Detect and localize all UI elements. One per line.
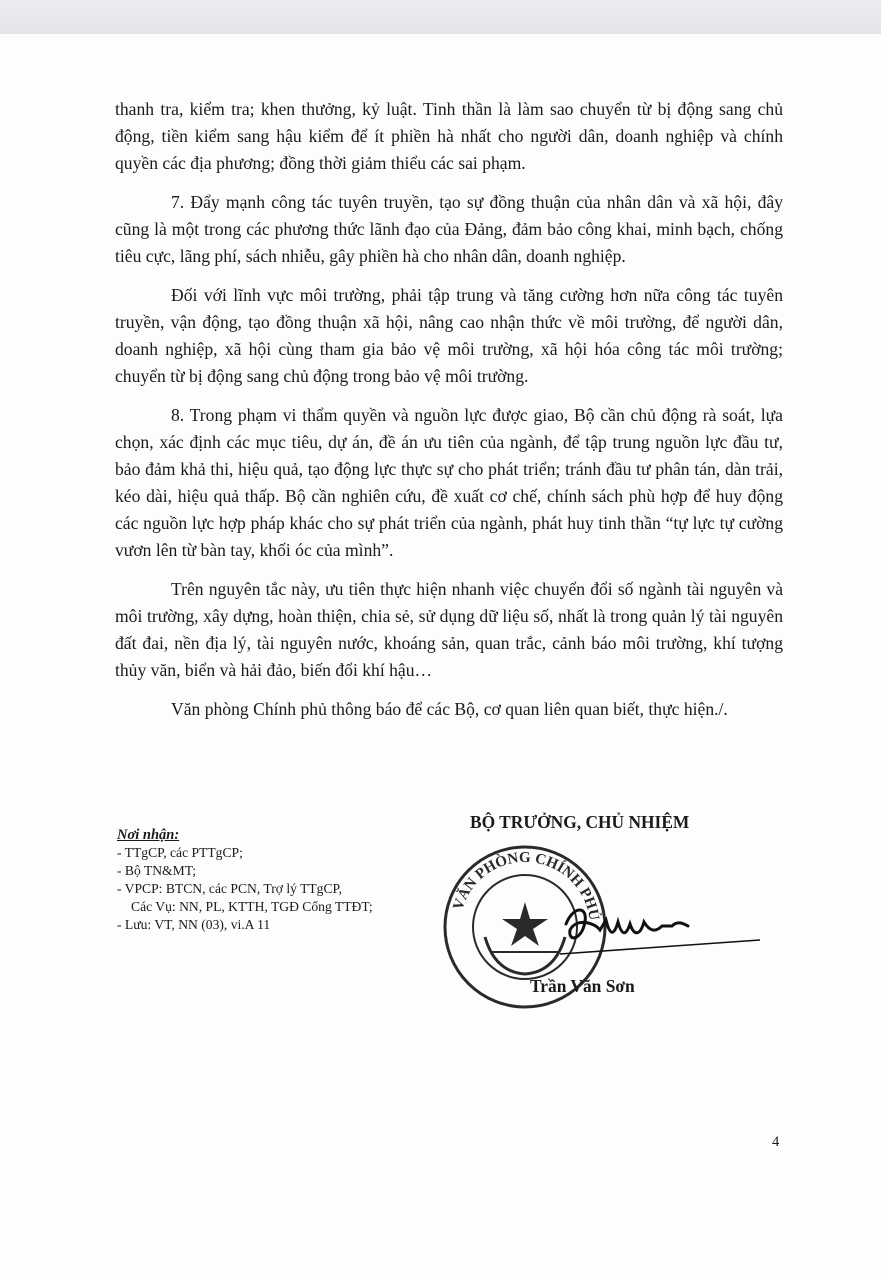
paragraph-item-7: 7. Đẩy mạnh công tác tuyên truyền, tạo sự đồng thuận của nhân dân và xã hội, đây cũng là một trong các phương thức lãnh đạo của Đảng, đảm bảo công khai, minh bạch, chống tiêu cực, lãng phí, sách nhiễu, gây phiền hà cho nhân dân, doanh nghiệp. <box>115 192 783 266</box>
recipients-title: Nơi nhận: <box>117 827 180 843</box>
handwritten-signature <box>560 896 760 956</box>
paragraph-digital-transformation: Trên nguyên tắc này, ưu tiên thực hiện nhanh việc chuyển đổi số ngành tài nguyên và môi trường, xây dựng, hoàn thiện, chia sẻ, sử dụng dữ liệu số, nhất là trong quản lý tài nguyên đất đai, nền địa lý, tài nguyên nước, khoáng sản, quan trắc, cảnh báo môi trường, khí tượng thủy văn, biển và hải đảo, biến đổi khí hậu… <box>115 579 783 680</box>
recipient-item: Các Vụ: NN, PL, KTTH, TGĐ Cổng TTĐT; <box>131 899 373 914</box>
paragraph-continuation: thanh tra, kiểm tra; khen thưởng, kỷ luật. Tinh thần là làm sao chuyển từ bị động sang chủ động, tiền kiểm sang hậu kiểm để ít phiền hà nhất cho người dân, doanh nghiệp và chính quyền các địa phương; đồng thời giảm thiểu các sai phạm. <box>115 99 783 173</box>
recipient-item: - VPCP: BTCN, các PCN, Trợ lý TTgCP, <box>117 881 342 896</box>
recipient-item: - TTgCP, các PTTgCP; <box>117 845 243 860</box>
viewer-top-bar <box>0 0 881 34</box>
body-text <box>115 96 783 735</box>
recipient-item: - Bộ TN&MT; <box>117 863 197 878</box>
paragraph-item-8: 8. Trong phạm vi thẩm quyền và nguồn lực được giao, Bộ cần chủ động rà soát, lựa chọn, xác định các mục tiêu, dự án, đề án ưu tiên của ngành, để tập trung nguồn lực đầu tư, bảo đảm khả thi, hiệu quả, tạo động lực thực sự cho phát triển; tránh đầu tư phân tán, dàn trải, kéo dài, hiệu quả thấp. Bộ cần nghiên cứu, đề xuất cơ chế, chính sách phù hợp để huy động các nguồn lực hợp pháp khác cho sự phát triển của ngành, phát huy tinh thần “tự lực tự cường vươn lên từ bàn tay, khối óc của mình”. <box>115 405 783 560</box>
signatory-title: BỘ TRƯỞNG, CHỦ NHIỆM <box>470 812 690 832</box>
page-number: 4 <box>772 1134 780 1150</box>
paragraph-environment: Đối với lĩnh vực môi trường, phải tập trung và tăng cường hơn nữa công tác tuyên truyền, vận động, tạo đồng thuận xã hội, nâng cao nhận thức về môi trường, để người dân, doanh nghiệp, xã hội cùng tham gia bảo vệ môi trường, xã hội hóa công tác môi trường; chuyển từ bị động sang chủ động trong bảo vệ môi trường. <box>115 285 783 386</box>
paragraph-closing: Văn phòng Chính phủ thông báo để các Bộ, cơ quan liên quan biết, thực hiện./. <box>171 699 728 719</box>
signer-name: Trần Văn Sơn <box>530 976 635 996</box>
recipient-item: - Lưu: VT, NN (03), vi.A 11 <box>117 917 271 932</box>
recipients-block <box>117 826 447 934</box>
document-page <box>0 34 881 1280</box>
seal-text: VĂN PHÒNG CHÍNH PHỦ <box>450 849 602 922</box>
recipients-list <box>117 844 447 934</box>
